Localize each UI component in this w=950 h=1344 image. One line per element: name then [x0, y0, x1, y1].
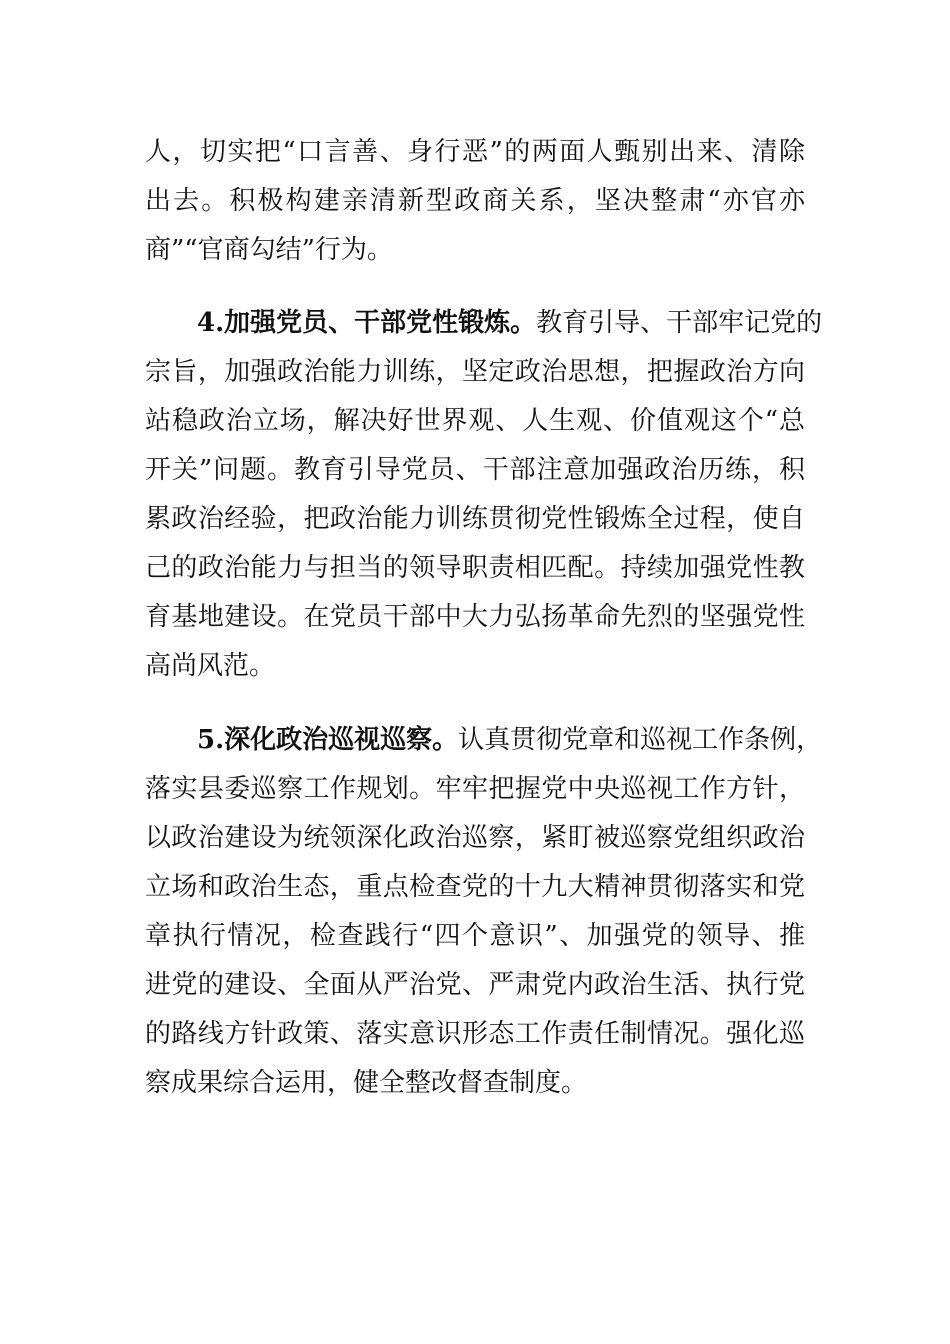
text-line: 的路线方针政策、落实意识形态工作责任制情况。强化巡: [145, 1019, 805, 1049]
text-line: 商”“官商勾结”行为。: [145, 235, 393, 265]
section-4-first-line-text: 教育引导、干部牢记党的: [536, 308, 823, 338]
text-line: 站稳政治立场，解决好世界观、人生观、价值观这个“总: [145, 406, 805, 436]
section-4-heading: 4.加强党员、干部党性锻炼。: [197, 308, 537, 338]
text-line: 己的政治能力与担当的领导职责相匹配。持续加强党性教: [145, 553, 805, 583]
text-line: 育基地建设。在党员干部中大力弘扬革命先烈的坚强党性: [145, 602, 805, 632]
text-line: 宗旨，加强政治能力训练，坚定政治思想，把握政治方向: [145, 357, 805, 387]
text-line: 累政治经验，把政治能力训练贯彻党性锻炼全过程，使自: [145, 504, 805, 534]
text-line: 察成果综合运用，健全整改督查制度。: [145, 1068, 588, 1098]
text-line: 进党的建设、全面从严治党、严肃党内政治生活、执行党: [145, 970, 805, 1000]
text-line: 出去。积极构建亲清新型政商关系，坚决整肃“亦官亦: [145, 186, 805, 216]
text-line: 落实县委巡察工作规划。牢牢把握党中央巡视工作方针，: [145, 774, 805, 804]
text-line: 人，切实把“口言善、身行恶”的两面人甄别出来、清除: [145, 137, 805, 167]
section-5-first-line: [197, 720, 823, 760]
section-5-heading: 5.深化政治巡视巡察。: [197, 725, 459, 755]
text-line: 高尚风范。: [145, 651, 276, 681]
text-line: 立场和政治生态，重点检查党的十九大精神贯彻落实和党: [145, 872, 805, 902]
section-5-first-line-text: 认真贯彻党章和巡视工作条例，: [458, 725, 823, 755]
section-4-first-line: [197, 303, 823, 343]
text-line: 章执行情况，检查践行“四个意识”、加强党的领导、推: [145, 921, 805, 951]
text-line: 开关”问题。教育引导党员、干部注意加强政治历练，积: [145, 455, 805, 485]
text-line: 以政治建设为统领深化政治巡察，紧盯被巡察党组织政治: [145, 823, 805, 853]
